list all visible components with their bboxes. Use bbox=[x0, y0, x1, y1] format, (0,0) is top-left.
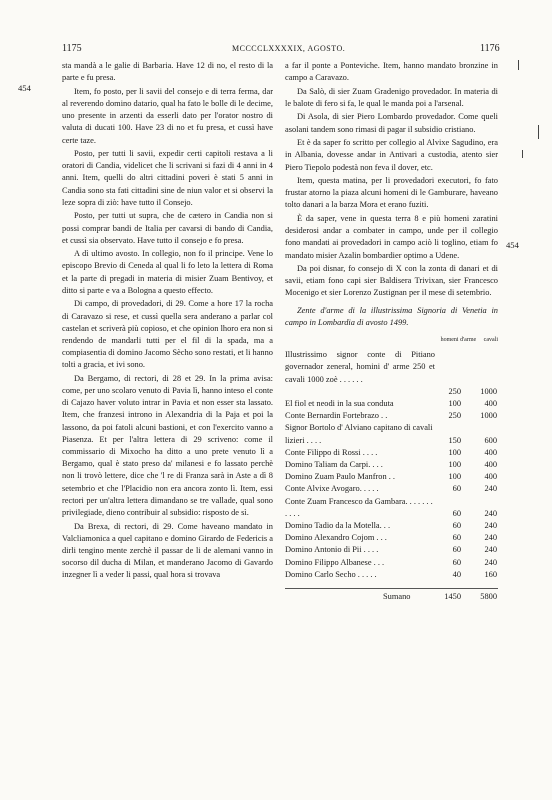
margin-mark bbox=[538, 125, 539, 139]
column-header-men-at-arms: homeni d'arme bbox=[440, 337, 477, 344]
row-men-at-arms: 40 bbox=[452, 569, 461, 579]
row-men-at-arms: 100 bbox=[448, 447, 461, 457]
margin-mark bbox=[518, 60, 519, 70]
paragraph: Item, fo posto, per li savii del consejo e di terra ferma, dar al reverendo domino datario, qual ha fato le bolle di le decime, uno presente in arzenti da esserli dato per l'orator nostro di valuta di ducati 100. Have 23 di no et fu presa, et cussì have certe taze. bbox=[62, 86, 273, 145]
row-men-at-arms: 60 bbox=[452, 520, 461, 530]
column-header-horses: cavali bbox=[483, 337, 498, 344]
row-men-at-arms: 100 bbox=[448, 472, 461, 482]
row-horses: 400 bbox=[484, 460, 497, 469]
row-men-at-arms: 100 bbox=[448, 399, 461, 409]
row-horses: 1000 bbox=[480, 411, 497, 421]
row-horses: 160 bbox=[484, 569, 497, 579]
paragraph: sta mandà a le galie di Barbaria. Have 12 di no, el resto di la parte e fu presa. bbox=[62, 61, 273, 83]
page-number-right: 1176 bbox=[480, 43, 500, 54]
right-column bbox=[285, 60, 498, 604]
row-name: Domino Zuam Paulo Manfron . . bbox=[285, 472, 396, 482]
table-row bbox=[285, 532, 498, 544]
row-horses: 400 bbox=[484, 399, 497, 409]
row-men-at-arms: 100 bbox=[448, 460, 461, 469]
row-name: Domino Tadio da la Motella. . . bbox=[285, 520, 391, 530]
row-name: Domino Taliam da Carpi. . . . bbox=[285, 460, 383, 469]
row-name: Domino Alexandro Cojom . . . bbox=[285, 533, 387, 543]
row-horses: 400 bbox=[484, 472, 497, 482]
table-row bbox=[285, 544, 498, 556]
row-name: El fiol et neodi in la sua conduta bbox=[285, 399, 394, 409]
row-horses: 1000 bbox=[480, 386, 497, 396]
row-horses: 240 bbox=[484, 557, 497, 567]
table-row bbox=[285, 483, 498, 495]
row-name: Domino Filippo Albanese . . . bbox=[285, 557, 385, 567]
paragraph: Di Asola, di sier Piero Lombardo provedador. Come queli asolani tandem sono rimasi di pagar il subsidio cristiano. bbox=[285, 112, 498, 134]
margin-note-left: 454 bbox=[18, 83, 31, 93]
paragraph: Posto, per tutti li savii, expedir certi capitoli restava a li oratori di Candia, videlicet che li scrivani si fazi di 4 anni in 4 anni. Item, quelli do altri cittadini poveri è stati 5 anni in Candia sono sta fati cittadini sine de niun valor et si observi la leze sopra di ziò: have tutto il Consejo. bbox=[62, 149, 273, 207]
total-men-at-arms: 1450 bbox=[444, 591, 461, 601]
table-row bbox=[285, 398, 498, 410]
margin-mark bbox=[522, 150, 523, 158]
table-row bbox=[285, 496, 498, 520]
row-name: Domino Carlo Secho . . . . . bbox=[285, 569, 377, 579]
row-horses: 600 bbox=[484, 435, 497, 445]
paragraph: Et è da saper fo scritto per collegio al Alvixe Sagudino, era in Albania, dovesse andar in Antivari a custodia, atento sier Piero Tiepolo podestà non feva il dover, etc. bbox=[285, 138, 498, 172]
row-name: Conte Alvixe Avogaro. . . . . bbox=[285, 484, 379, 494]
row-name: Conte Bernardin Fortebrazo . . bbox=[285, 411, 388, 421]
paragraph: Da Brexa, di rectori, di 29. Come haveano mandato in Valcliamonica a quel capitano e domino Girardo de Federicis a dirli tengino mente zerchè il passar de li de alemani vanno in socorso dil ducha di Milan, et manderano Jacomo di Gavardo inzegner lì a veder li passi, qual hora si trovava bbox=[62, 521, 273, 580]
table-title: Zente d'arme di la illustrissima Signoria di Venetia in campo in Lombardia di avosto 1499. bbox=[285, 305, 498, 327]
running-header: MCCCCLXXXXIX, AGOSTO. bbox=[232, 44, 346, 53]
row-name: Illustrissimo signor conte di Pitiano governador zeneral, homini d' arme 250 et cavali 1000 zoè . . . . . . bbox=[285, 350, 435, 384]
paragraph: a far il ponte a Ponteviche. Item, hanno mandato bronzine in campo a Caravazo. bbox=[285, 61, 498, 83]
row-horses: 240 bbox=[484, 484, 497, 494]
row-name: Domino Antonio di Pii . . . . bbox=[285, 545, 379, 555]
row-name: Conte Filippo di Rossi . . . . bbox=[285, 447, 378, 457]
row-men-at-arms: 60 bbox=[452, 508, 461, 518]
row-horses: 240 bbox=[484, 520, 497, 530]
paragraph: Di campo, di provedadori, di 29. Come a hore 17 la rocha di Caravazo si rese, et cussì quella sera anderano a parlar col castelan et scriverà più copioso, et che opinion lhoro era non si rendendo de mandarli tutti per el fil di la spada, ma a compiasentia di domino Jacomo Sècho sono restati, et li hanno tolti a gracia, et ivi sono. bbox=[62, 299, 273, 370]
paragraph: È da saper, vene in questa terra 8 e più homeni zaratini desiderosi andar a combater in campo, unde per il collegio fono mandati ai provedadori in campo aciò li toglino, etiam fo mandato misier Azalin bombardier optimo a Udene. bbox=[285, 213, 498, 260]
row-horses: 400 bbox=[484, 447, 497, 457]
row-men-at-arms: 250 bbox=[448, 386, 461, 396]
left-column bbox=[62, 60, 273, 583]
row-horses: 240 bbox=[484, 545, 497, 555]
paragraph: Da Salò, di sier Zuam Gradenigo provedador. In materia di le balote di fero si fa, le qual le manda poi a l'arsenal. bbox=[285, 86, 498, 108]
total-horses: 5800 bbox=[480, 591, 497, 601]
page-number-left: 1175 bbox=[62, 43, 82, 54]
table-row bbox=[285, 520, 498, 532]
paragraph: Da Bergamo, di rectori, di 28 et 29. In la prima avisa: come, per uno scolaro venuto di Pavia lì, hanno inteso el conte di Cajazo haver voluto intrar in Pavia et non esser sta lassato. Item, che franzesi introno in Alexandria di la Paja et poi la lassono, da poi fatoli alcuni bastioni, et con l'exercito vanno a Piasenza. Et per l'altra lettera di 29 scriveno: come il commissario di Mixocho ha ditto a uno prete venuto lì a Bergamo, qual è stato preso da' milanesi e fo lassato perchè non li trovò lettere, dice che 'l re di Franza sarà in Aste a dì 8 setembrio et che l'Placidio non era ancora zonto lì. Item, essi rectori per un'altra lettera dimandano se tre vallade, qual sono privilegiade, dieno contribuir al subsidio: risposto de sì. bbox=[62, 373, 273, 518]
margin-note-right: 454 bbox=[506, 240, 519, 250]
table-row bbox=[285, 422, 498, 446]
table-row bbox=[285, 569, 498, 581]
row-horses: 240 bbox=[484, 533, 497, 543]
row-men-at-arms: 60 bbox=[452, 557, 461, 567]
row-men-at-arms: 60 bbox=[452, 533, 461, 543]
table-row bbox=[285, 410, 498, 422]
troops-table bbox=[285, 334, 498, 604]
paragraph: A dì ultimo avosto. In collegio, non fo il principe. Vene lo episcopo Brevio di Ceneda al qual li fo leto la lettera di Roma et la parte di pregadi in materia di misier Zuam Bentivoy, et ditto si parte e va a Bologna a questo effecto. bbox=[62, 249, 273, 295]
row-men-at-arms: 150 bbox=[448, 435, 461, 445]
paragraph: Posto, per tutti ut supra, che de cætero in Candia non si possi comprar bandi de Italia per cavarsi di bando di Candia, et cussì sia observato. Have tutto il consejo e fo presa. bbox=[62, 211, 273, 245]
row-men-at-arms: 60 bbox=[452, 484, 461, 494]
table-row bbox=[285, 471, 498, 483]
table-row bbox=[285, 447, 498, 459]
row-men-at-arms: 250 bbox=[448, 411, 461, 421]
paragraph: Da poi disnar, fo consejo di X con la zonta di danari et di savii, etiam fono capi sier Baldisera Trivixan, sier Francesco Mocenigo et sier Lorenzo Zustignan per il mese di setembrio. bbox=[285, 264, 498, 298]
table-total-row bbox=[285, 588, 498, 604]
paragraph: Item, questa matina, per li provedadori executori, fo fato frustar atorno la piaza alcuni homeni di le Gamburare, haveano tolto danari a la barza Mora et erano fuziti. bbox=[285, 176, 498, 210]
table-row bbox=[285, 557, 498, 569]
row-horses: 240 bbox=[484, 508, 497, 518]
row-name: Conte Zuam Francesco da Gambara. . . . . . . . . . . bbox=[285, 496, 433, 518]
table-row bbox=[285, 349, 498, 398]
row-name: Signor Bortolo d' Alviano capitano di cavali lizieri . . . . bbox=[285, 423, 433, 445]
table-row bbox=[285, 459, 498, 471]
row-men-at-arms: 60 bbox=[452, 545, 461, 555]
total-label: Sumano bbox=[383, 591, 411, 601]
table-header bbox=[285, 334, 498, 346]
